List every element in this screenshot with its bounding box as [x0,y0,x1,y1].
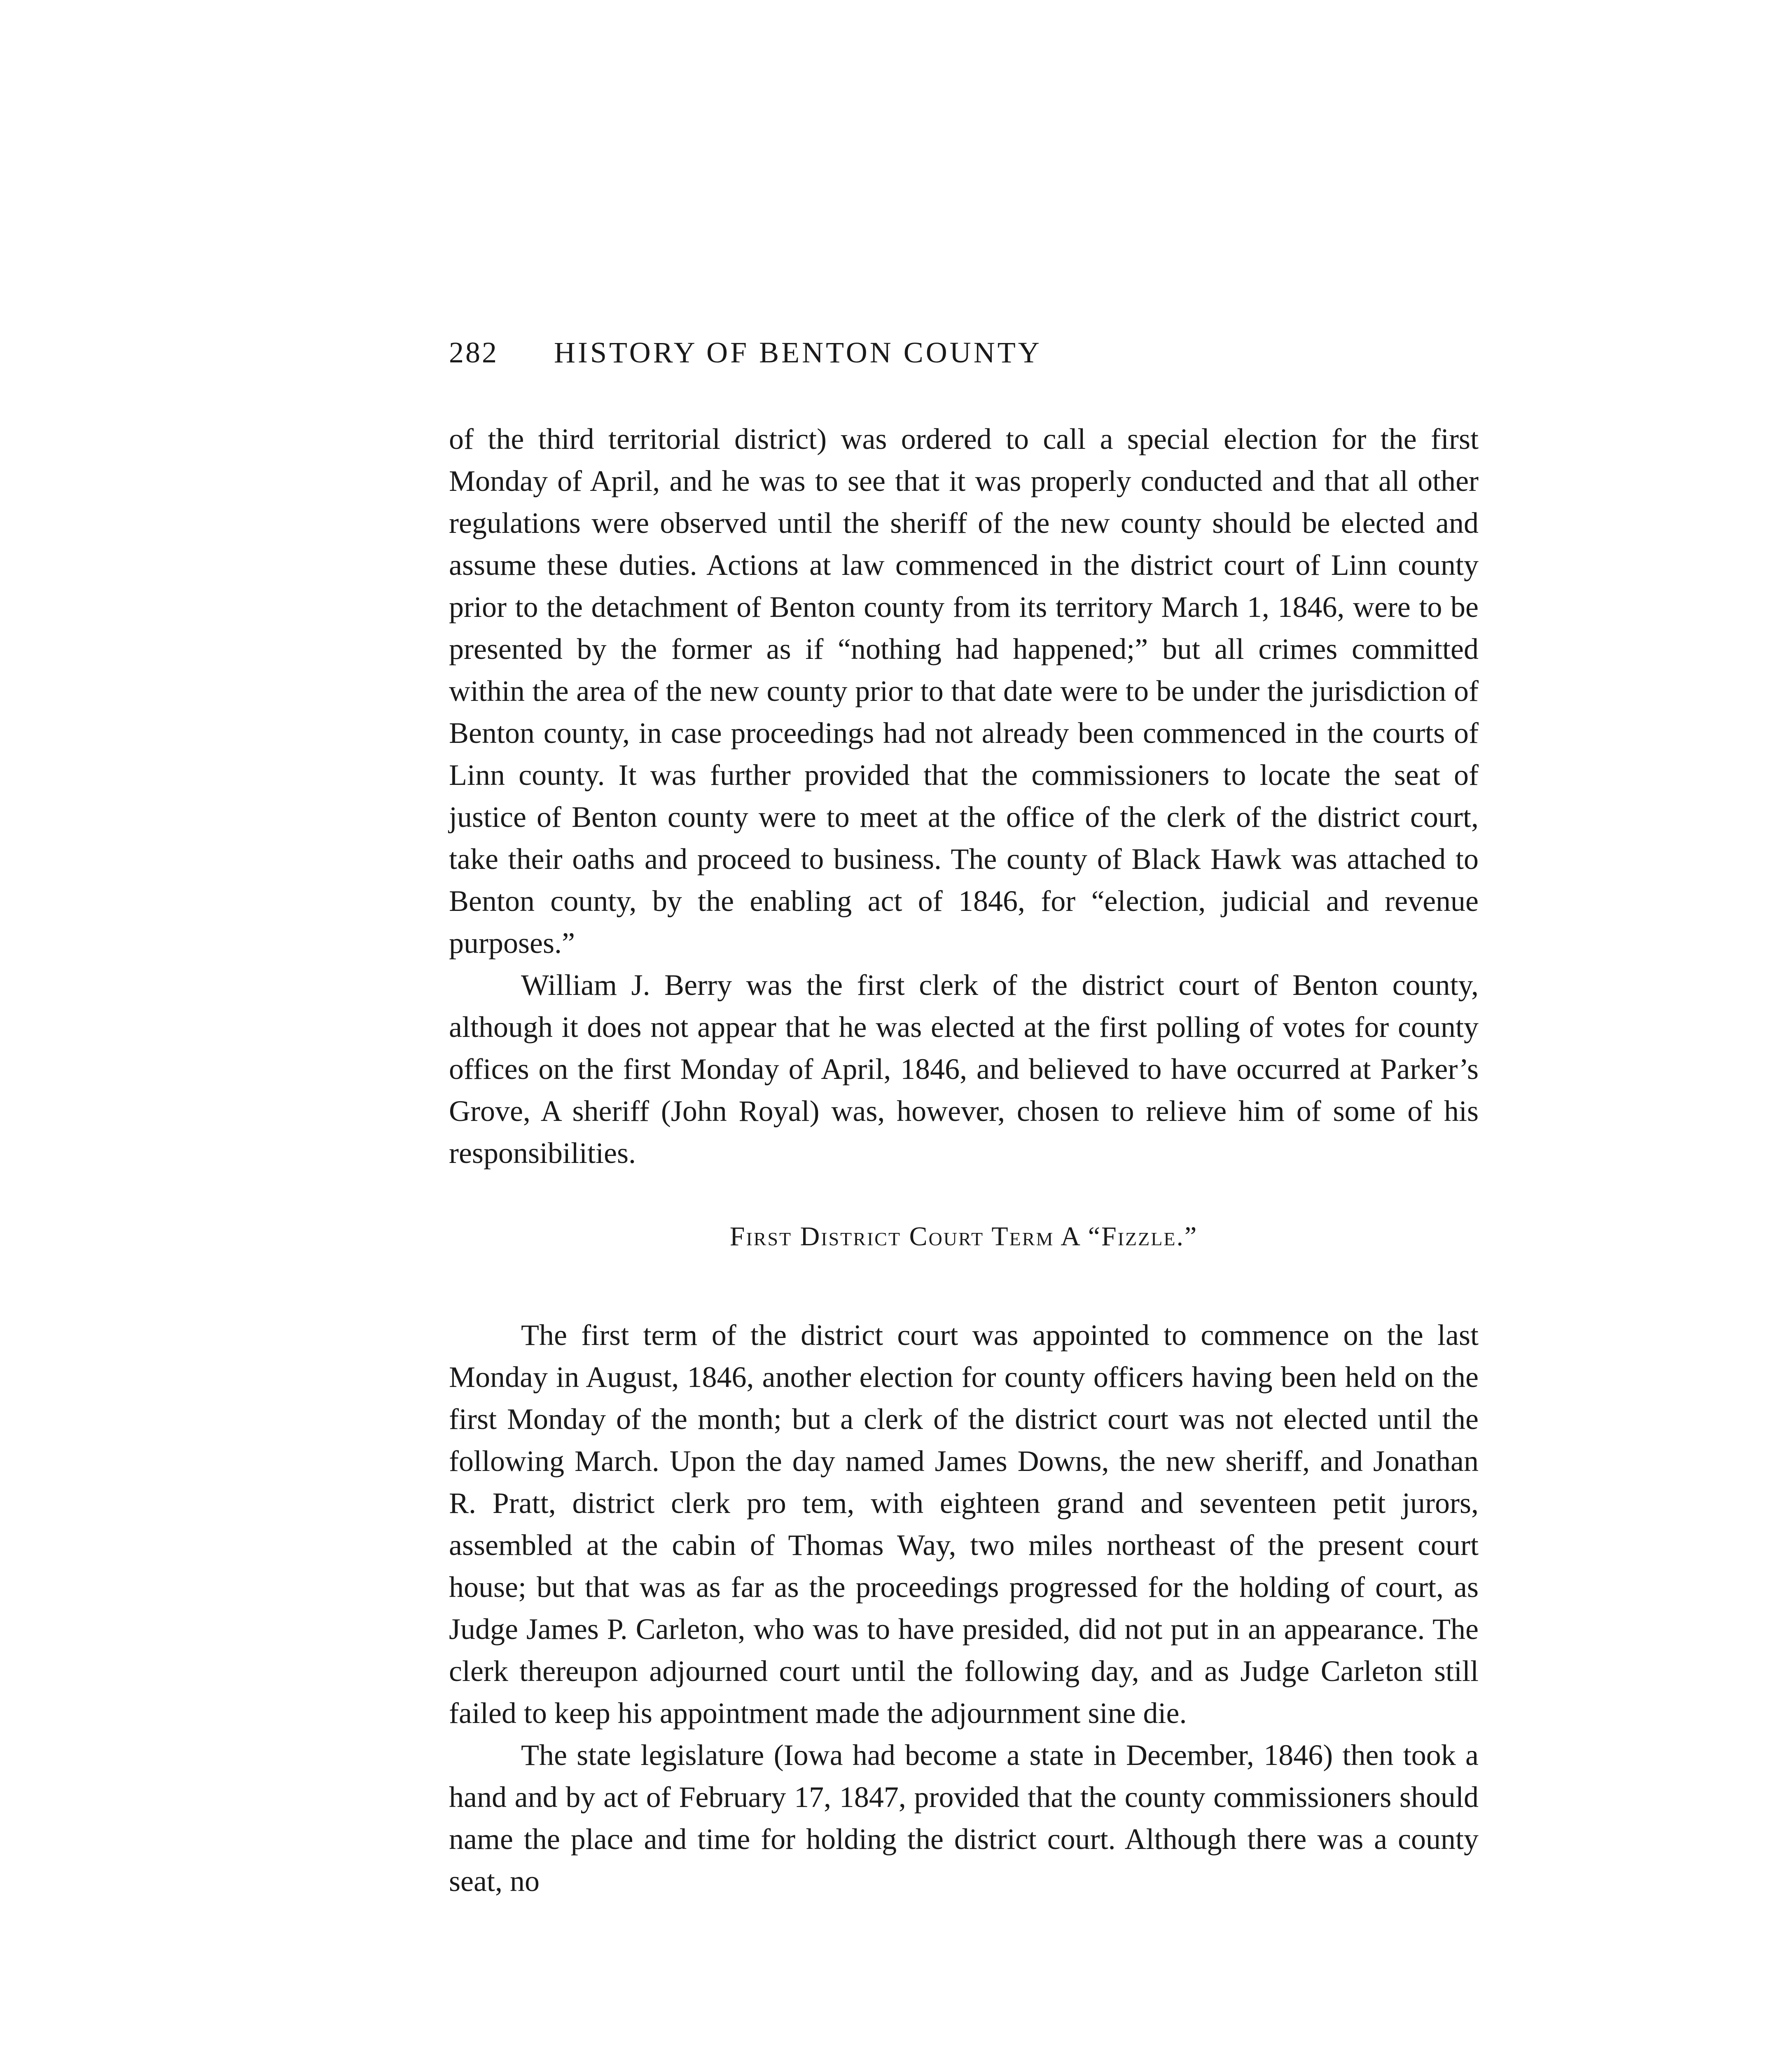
paragraph-first-term: The first term of the district court was appointed to commence on the last Monday in August, 1846, another election for county officers having been held on the first Monday of the month; but a clerk of the district court was not elected until the following March. Upon the day named James Downs, the new sheriff, and Jonathan R. Pratt, district clerk pro tem, with eighteen grand and seventeen petit jurors, assembled at the cabin of Thomas Way, two miles northeast of the present court house; but that was as far as the proceedings progressed for the holding of court, as Judge James P. Carleton, who was to have presided, did not put in an appearance. The clerk thereupon adjourned court until the following day, and as Judge Carleton still failed to keep his appointment made the adjournment sine die. [449,1319,1479,1730]
page-number: 282 [449,336,498,369]
book-page [449,336,1479,1902]
book-title: HISTORY OF BENTON COUNTY [554,336,1042,369]
paragraph-legislature: The state legislature (Iowa had become a state in December, 1846) then took a hand and by act of February 17, 1847, provided that the county commissioners should name the place and time for holding the district court. Although there was a county seat, no [449,1739,1479,1898]
paragraph-continued: of the third territorial district) was ordered to call a special election for the first Monday of April, and he was to see that it was properly conducted and that all other regulations were observed until the sheriff of the new county should be elected and assume these duties. Actions at law commenced in the district court of Linn county prior to the detachment of Benton county from its territory March 1, 1846, were to be presented by the former as if “nothing had happened;” but all crimes committed within the area of the new county prior to that date were to be under the jurisdiction of Benton county, in case proceedings had not already been commenced in the courts of Linn county. It was further provided that the commissioners to locate the seat of justice of Benton county were to meet at the office of the clerk of the district court, take their oaths and proceed to business. The county of Black Hawk was attached to Benton county, by the enabling act of 1846, for “election, judicial and revenue purposes.” [449,423,1479,959]
section-heading: First District Court Term A “Fizzle.” [729,1221,1198,1251]
running-head [449,336,1479,373]
paragraph-berry: William J. Berry was the first clerk of the district court of Benton county, although it does not appear that he was elected at the first polling of votes for county offices on the first Monday of April, 1846, and believed to have occurred at Parker’s Grove, A sheriff (John Royal) was, however, chosen to relieve him of some of his responsibilities. [449,969,1479,1170]
body-text [449,418,1479,1902]
